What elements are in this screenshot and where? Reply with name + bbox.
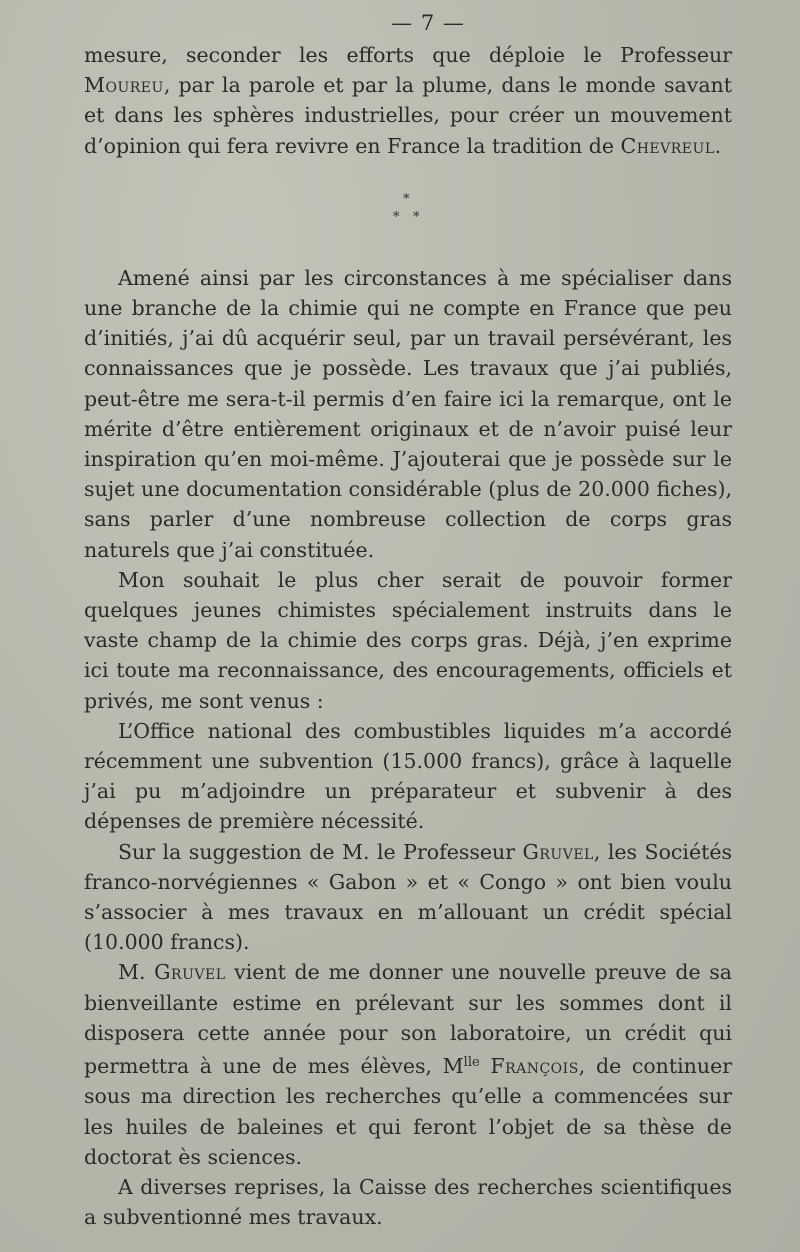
- page-number: — 7 —: [391, 11, 465, 35]
- asterism-star: *: [393, 209, 400, 225]
- p5-text-b: , les Sociétés franco-norvégiennes « Gabon » et « Congo » ont bien voulu s’associer à mes travaux en m’allouant un crédit spécial (10.000 francs).: [84, 839, 732, 955]
- p1-text-a: mesure, seconder les efforts que déploie le Professeur: [84, 43, 732, 67]
- name-gruvel: Gruvel: [154, 960, 226, 985]
- p1-text-c: .: [714, 133, 722, 158]
- paragraph-7: A diverses reprises, la Caisse des recherches scientifiques a subventionné mes travaux.: [84, 1174, 732, 1230]
- name-chevreul: Chevreul: [620, 133, 715, 158]
- p6-text-a: M.: [118, 960, 155, 985]
- p5-text-a: Sur la suggestion de M. le Professeur: [118, 839, 523, 864]
- name-gruvel: Gruvel: [522, 839, 594, 864]
- name-moureu: Moureu: [84, 73, 164, 98]
- asterism-star: *: [413, 209, 420, 225]
- name-francois: François: [490, 1054, 579, 1079]
- asterism-separator: [84, 161, 732, 263]
- paragraph-3: Mon souhait le plus cher serait de pouvoir former quelques jeunes chimistes spécialement instruits dans le vaste champ de la chimie des corps gras. Déjà, j’en exprime ici toute ma reconnaissance, des encouragements, officiels et privés, me sont venus :: [84, 567, 732, 713]
- p6-text-b: vient de me donner une nouvelle preuve de sa bienveillante estime en prélevant sur les sommes dont il disposera cette année pour son laboratoire, un crédit qui permettra à une de mes élèves, M: [84, 960, 732, 1079]
- page: [84, 6, 732, 1232]
- superscript-lle: lle: [463, 1055, 480, 1071]
- p6-text-c: , de continuer sous ma direction les recherches qu’elle a commencées sur les huiles de baleines et qui feront l’objet de sa thèse de doctorat ès sciences.: [84, 1054, 732, 1169]
- paragraph-4: L’Office national des combustibles liquides m’a accordé récemment une subvention (15.000 francs), grâce à laquelle j’ai pu m’adjoindre un préparateur et subvenir à des dépenses de première nécessité.: [84, 718, 732, 834]
- body-text: [84, 40, 732, 1232]
- paragraph-6: [84, 957, 732, 1171]
- paragraph-5: [84, 837, 732, 958]
- asterism-star: *: [403, 191, 410, 207]
- paragraph-2: Amené ainsi par les circonstances à me spécialiser dans une branche de la chimie qui ne compte en France que peu d’initiés, j’ai dû acquérir seul, par un travail persévérant, les connaissances que je possède. Les travaux que j’ai publiés, peut-être me sera-t-il permis d’en faire ici la remarque, ont le mérite d’être entièrement originaux et de n’avoir puisé leur inspiration qu’en moi-même. J’ajouterai que je possède sur le sujet une documentation considérable (plus de 20.000 fiches), sans parler d’une nombreuse collection de corps gras naturels que j’ai constituée.: [84, 265, 732, 562]
- p1-text-b: , par la parole et par la plume, dans le monde savant et dans les sphères industrielles, pour créer un mouvement d’opinion qui fera revivre en France la tradition de: [84, 73, 732, 158]
- paragraph-1: [84, 40, 732, 161]
